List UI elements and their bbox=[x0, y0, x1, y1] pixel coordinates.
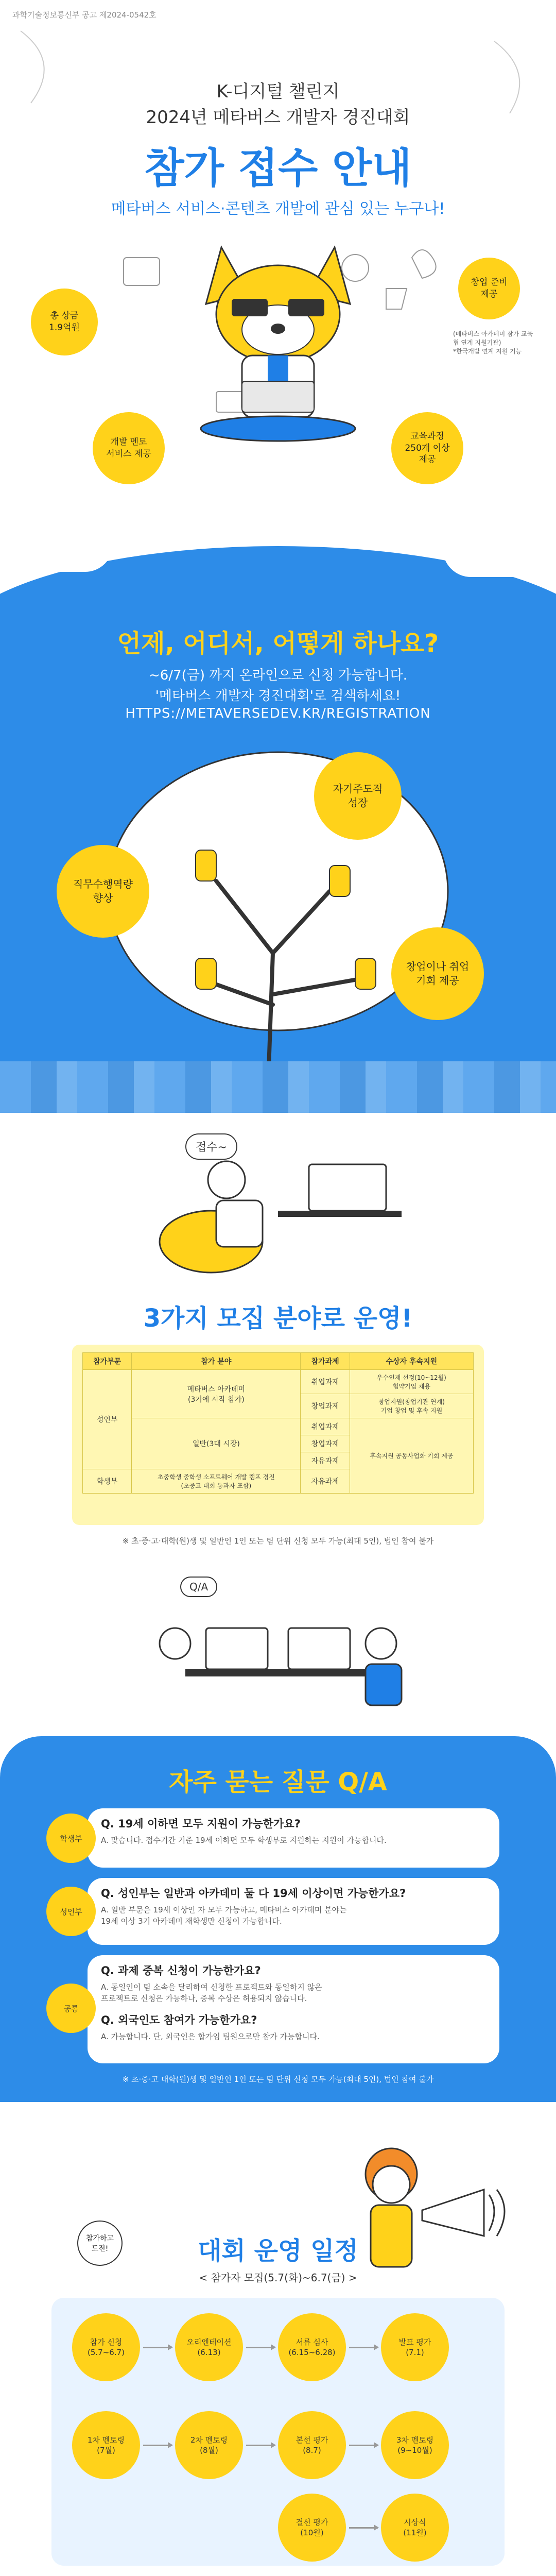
fields-heading: 3가지 모집 분야로 운영! bbox=[143, 1304, 413, 1333]
table-header: 참가과제 bbox=[301, 1353, 350, 1370]
schedule-subheading: < 참가자 모집(5.7(화)~6.7(금) > bbox=[199, 2272, 357, 2284]
schedule-step: 발표 평가 (7.1) bbox=[381, 2313, 449, 2381]
table-cell: 우수인재 선정(10~12월) 협약기업 채용 bbox=[350, 1370, 473, 1394]
schedule-step: 2차 멘토링 (8월) bbox=[175, 2411, 243, 2479]
table-header: 참가부문 bbox=[83, 1353, 132, 1370]
faq-badge: 공통 bbox=[46, 1984, 96, 2033]
schedule-step: 3차 멘토링 (9~10월) bbox=[381, 2411, 449, 2479]
faq-item bbox=[88, 1955, 499, 2063]
developer-at-desk-illustration bbox=[144, 1123, 412, 1288]
faq-item bbox=[88, 1808, 499, 1868]
benefit-self-growth: 자기주도적 성장 bbox=[314, 752, 402, 840]
schedule-step: 서류 심사 (6.15~6.28) bbox=[278, 2313, 346, 2381]
education-bubble: 교육과정 250개 이상 제공 bbox=[391, 412, 463, 484]
support-note: (메타버스 아카데미 참가 교육 협 연계 지원기관) *한국개발 연계 지원 기능 bbox=[453, 330, 533, 355]
faq-answer: A. 맞습니다. 접수기간 기준 19세 이하면 모두 학생부로 지원하는 지원이 가능합니다. bbox=[101, 1836, 387, 1845]
fields-section bbox=[0, 1113, 556, 1566]
subtitle-contest: 2024년 메타버스 개발자 경진대회 bbox=[146, 107, 410, 128]
table-cell: 창업지원(창업기관 연계) 기업 창업 및 후속 지원 bbox=[350, 1394, 473, 1418]
arrow-icon bbox=[246, 2347, 275, 2348]
how-deadline: ~6/7(금) 까지 온라인으로 신청 가능합니다. bbox=[149, 668, 407, 683]
benefit-job-competency: 직무수행역량 향상 bbox=[57, 845, 149, 938]
city-skyline bbox=[0, 1061, 556, 1113]
table-cell: 성인부 bbox=[83, 1370, 132, 1469]
schedule-step: 오리엔테이션 (6.13) bbox=[175, 2313, 243, 2381]
faq-badge: 학생부 bbox=[46, 1814, 96, 1863]
coworkers-illustration bbox=[124, 1566, 432, 1721]
tagline: 메타버스 서비스·콘텐츠 개발에 관심 있는 누구나! bbox=[111, 200, 445, 218]
arrow-icon bbox=[246, 2445, 275, 2446]
faq-section bbox=[0, 1566, 556, 2102]
schedule-step: 시상식 (11월) bbox=[381, 2494, 449, 2562]
qa-speech-bubble: Q/A bbox=[180, 1577, 217, 1597]
how-search: '메타버스 개발자 경진대회'로 검색하세요! bbox=[155, 688, 401, 704]
faq-badge: 성인부 bbox=[46, 1887, 96, 1936]
how-section bbox=[0, 598, 556, 1113]
faq-heading: 자주 묻는 질문 Q/A bbox=[169, 1768, 387, 1797]
fields-table bbox=[82, 1352, 474, 1494]
speech-bubble: 접수~ bbox=[185, 1133, 237, 1160]
prize-bubble: 총 상금 1.9억원 bbox=[31, 289, 98, 355]
fields-footnote: ※ 초·중·고·대학(원)생 및 일반인 1인 또는 팀 단위 신청 모두 가능(최대 5인), 법인 참여 불가 bbox=[122, 1536, 434, 1546]
faq-item bbox=[88, 1878, 499, 1945]
header-section bbox=[0, 0, 556, 639]
arrow-icon bbox=[143, 2445, 172, 2446]
table-cell: 학생부 bbox=[83, 1469, 132, 1494]
table-cell: 자유과제 bbox=[301, 1469, 350, 1494]
mentor-bubble: 개발 멘토 서비스 제공 bbox=[93, 412, 165, 484]
table-header: 참가 분야 bbox=[132, 1353, 301, 1370]
arrow-icon bbox=[349, 2347, 378, 2348]
faq-question: Q. 19세 이하면 모두 지원이 가능한가요? bbox=[101, 1818, 301, 1830]
table-header: 수상자 후속지원 bbox=[350, 1353, 473, 1370]
faq-question: Q. 성인부는 일반과 아카데미 둘 다 19세 이상이면 가능한가요? bbox=[101, 1887, 406, 1900]
schedule-step: 본선 평가 (8.7) bbox=[278, 2411, 346, 2479]
table-cell: 일반(3대 시장) bbox=[132, 1418, 301, 1469]
arrow-icon bbox=[143, 2347, 172, 2348]
schedule-step: 1차 멘토링 (7월) bbox=[72, 2411, 140, 2479]
table-cell: 초중학생 중학생 소프트웨어 개발 캠프 경진 (초중고 대회 통과자 포함) bbox=[132, 1469, 301, 1494]
schedule-step: 결선 평가 (10월) bbox=[278, 2494, 346, 2562]
faq-footnote: ※ 초·중·고 대학(원)생 및 일반인 1인 또는 팀 단위 신청 모두 가능(최대 5인), 법인 참여 불가 bbox=[122, 2075, 434, 2084]
arrow-icon bbox=[349, 2445, 378, 2446]
table-cell: 메타버스 아카데미 (3기에 시작 참가) bbox=[132, 1370, 301, 1418]
registration-url[interactable]: HTTPS://METAVERSEDEV.KR/REGISTRATION bbox=[125, 706, 431, 721]
table-cell: 창업과제 bbox=[301, 1394, 350, 1418]
table-cell: 취업과제 bbox=[301, 1418, 350, 1435]
cloud-left bbox=[0, 515, 113, 572]
schedule-step: 참가 신청 (5.7~6.7) bbox=[72, 2313, 140, 2381]
dog-mascot-illustration bbox=[185, 227, 371, 443]
faq-answer: A. 동일인이 팀 소속을 달리하여 신청한 프로젝트와 동일하지 않은 프로젝트로 신청은 가능하나, 중복 수상은 허용되지 않습니다. bbox=[101, 1982, 322, 2003]
faq-question: Q. 외국인도 참여가 가능한가요? bbox=[101, 2013, 257, 2026]
table-cell: 자유과제 bbox=[301, 1452, 350, 1469]
table-header-row bbox=[83, 1353, 474, 1370]
table-cell: 후속지원 공동사업화 기회 제공 bbox=[350, 1418, 473, 1494]
table-cell: 취업과제 bbox=[301, 1370, 350, 1394]
table-row bbox=[83, 1370, 474, 1394]
subtitle-challenge: K-디지털 챌린지 bbox=[216, 81, 340, 102]
schedule-section bbox=[0, 2102, 556, 2576]
table-row bbox=[83, 1418, 474, 1435]
benefit-startup-job: 창업이나 취업 기회 제공 bbox=[391, 927, 484, 1020]
mentoring-bubble: 창업 준비 제공 bbox=[458, 258, 520, 319]
schedule-heading: 대회 운영 일정 bbox=[198, 2236, 358, 2265]
faq-answer: A. 일반 부문은 19세 이상인 자 모두 가능하고, 메타버스 아카데미 분야는 19세 이상 3기 아카데미 재학생만 신청이 가능합니다. bbox=[101, 1905, 347, 1926]
table-cell: 창업과제 bbox=[301, 1435, 350, 1452]
cloud-right bbox=[443, 520, 556, 577]
page-title: 참가 접수 안내 bbox=[144, 144, 412, 192]
faq-question: Q. 과제 중복 신청이 가능한가요? bbox=[101, 1964, 261, 1977]
notice-number: 과학기술정보통신부 공고 제2024-0542호 bbox=[12, 10, 157, 20]
faq-answer: A. 가능합니다. 단, 외국인은 합가임 팀원으로만 참가 가능합니다. bbox=[101, 2031, 320, 2041]
challenge-bubble: 참가하고 도전! bbox=[77, 2221, 123, 2266]
arrow-icon bbox=[349, 2527, 378, 2529]
how-heading: 언제, 어디서, 어떻게 하나요? bbox=[117, 629, 439, 658]
